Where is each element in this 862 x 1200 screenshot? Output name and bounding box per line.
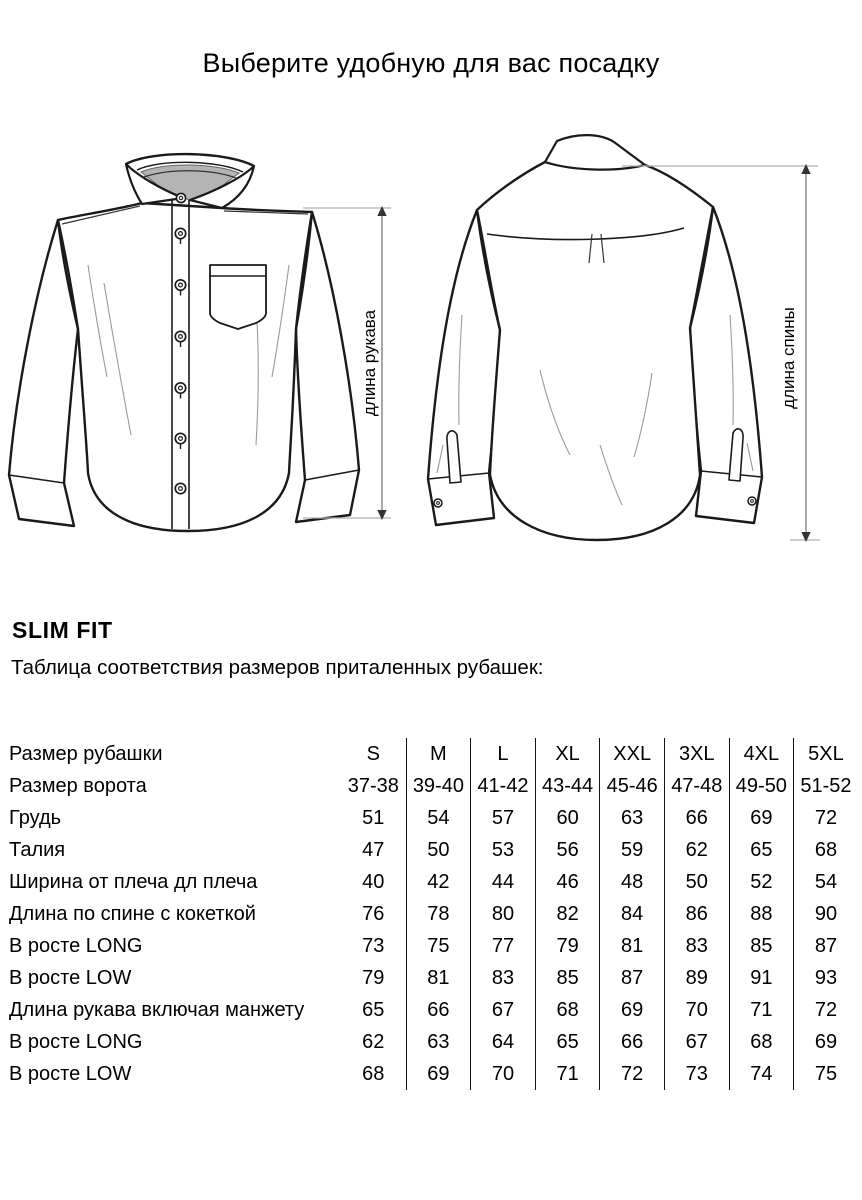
table-cell: 88 xyxy=(729,898,794,930)
table-row xyxy=(0,1026,862,1058)
table-row xyxy=(0,866,862,898)
table-cell: 54 xyxy=(406,802,471,834)
table-cell: 39-40 xyxy=(406,770,471,802)
table-cell: 85 xyxy=(729,930,794,962)
table-cell: 53 xyxy=(470,834,535,866)
table-cell: 69 xyxy=(793,1026,858,1058)
table-cell: 70 xyxy=(470,1058,535,1090)
table-cell: 51-52 xyxy=(793,770,858,802)
row-label: Талия xyxy=(9,839,66,861)
table-cell: 71 xyxy=(535,1058,600,1090)
back-length-label: длина спины xyxy=(779,307,798,409)
column-header: S xyxy=(366,743,380,765)
table-cell: 71 xyxy=(729,994,794,1026)
chest-pocket xyxy=(210,265,266,329)
sleeve-length-label: длина рукава xyxy=(360,309,379,417)
table-cell: 56 xyxy=(535,834,600,866)
table-cell: 82 xyxy=(535,898,600,930)
column-header: M xyxy=(406,738,471,770)
table-cell: 63 xyxy=(599,802,664,834)
table-cell: 37-38 xyxy=(347,775,399,797)
table-row xyxy=(0,738,862,770)
column-header: XL xyxy=(535,738,600,770)
collar-button xyxy=(176,193,185,202)
table-cell: 47 xyxy=(362,839,385,861)
table-cell: 50 xyxy=(406,834,471,866)
front-collar xyxy=(126,154,254,208)
table-cell: 57 xyxy=(470,802,535,834)
table-cell: 90 xyxy=(793,898,858,930)
table-cell: 62 xyxy=(664,834,729,866)
table-cell: 64 xyxy=(470,1026,535,1058)
table-cell: 68 xyxy=(535,994,600,1026)
table-cell: 79 xyxy=(362,967,385,989)
table-cell: 72 xyxy=(793,802,858,834)
back-body xyxy=(477,162,713,540)
table-cell: 86 xyxy=(664,898,729,930)
table-cell: 69 xyxy=(599,994,664,1026)
table-row xyxy=(0,994,862,1026)
shirt-back-view xyxy=(428,135,762,540)
row-label: В росте LOW xyxy=(9,967,132,989)
table-cell: 46 xyxy=(535,866,600,898)
table-row xyxy=(0,1058,862,1090)
table-cell: 52 xyxy=(729,866,794,898)
table-cell: 68 xyxy=(793,834,858,866)
table-cell: 69 xyxy=(729,802,794,834)
table-cell: 83 xyxy=(664,930,729,962)
table-cell: 81 xyxy=(406,962,471,994)
table-cell: 84 xyxy=(599,898,664,930)
table-cell: 83 xyxy=(470,962,535,994)
table-cell: 66 xyxy=(664,802,729,834)
table-cell: 73 xyxy=(664,1058,729,1090)
table-cell: 80 xyxy=(470,898,535,930)
table-cell: 51 xyxy=(362,807,385,829)
table-cell: 62 xyxy=(362,1031,385,1053)
table-cell: 66 xyxy=(599,1026,664,1058)
table-cell: 75 xyxy=(406,930,471,962)
table-row xyxy=(0,770,862,802)
table-cell: 93 xyxy=(793,962,858,994)
table-row xyxy=(0,962,862,994)
table-cell: 40 xyxy=(362,871,385,893)
row-label: Ширина от плеча дл плеча xyxy=(9,871,258,893)
table-cell: 43-44 xyxy=(535,770,600,802)
table-cell: 87 xyxy=(599,962,664,994)
table-cell: 65 xyxy=(729,834,794,866)
size-guide-illustration xyxy=(0,115,862,595)
page-title: Выберите удобную для вас посадку xyxy=(202,48,660,78)
table-cell: 73 xyxy=(362,935,385,957)
table-cell: 67 xyxy=(470,994,535,1026)
table-cell: 77 xyxy=(470,930,535,962)
table-cell: 65 xyxy=(362,999,385,1021)
table-cell: 72 xyxy=(793,994,858,1026)
column-header: 3XL xyxy=(664,738,729,770)
table-cell: 41-42 xyxy=(470,770,535,802)
table-cell: 48 xyxy=(599,866,664,898)
table-row xyxy=(0,834,862,866)
table-cell: 87 xyxy=(793,930,858,962)
table-cell: 42 xyxy=(406,866,471,898)
table-cell: 79 xyxy=(535,930,600,962)
column-header: XXL xyxy=(599,738,664,770)
table-row xyxy=(0,930,862,962)
row-label: Размер ворота xyxy=(9,775,147,797)
row-label: Длина по спине с кокеткой xyxy=(9,903,256,925)
row-label: Грудь xyxy=(9,807,62,829)
column-header: 5XL xyxy=(793,738,858,770)
table-cell: 74 xyxy=(729,1058,794,1090)
size-table xyxy=(0,738,862,1090)
table-cell: 49-50 xyxy=(729,770,794,802)
table-cell: 60 xyxy=(535,802,600,834)
table-subtitle: Таблица соответствия размеров приталенных рубашек: xyxy=(11,656,544,679)
table-cell: 67 xyxy=(664,1026,729,1058)
table-row xyxy=(0,898,862,930)
table-cell: 47-48 xyxy=(664,770,729,802)
table-cell: 54 xyxy=(793,866,858,898)
table-cell: 89 xyxy=(664,962,729,994)
column-header: L xyxy=(470,738,535,770)
row-label: Длина рукава включая манжету xyxy=(9,999,305,1021)
table-cell: 68 xyxy=(362,1063,385,1085)
back-collar xyxy=(545,135,645,169)
fit-heading: SLIM FIT xyxy=(12,617,113,643)
table-cell: 59 xyxy=(599,834,664,866)
row-label: В росте LONG xyxy=(9,1031,143,1053)
table-cell: 81 xyxy=(599,930,664,962)
row-label: В росте LOW xyxy=(9,1063,132,1085)
row-label: В росте LONG xyxy=(9,935,143,957)
table-cell: 72 xyxy=(599,1058,664,1090)
table-cell: 66 xyxy=(406,994,471,1026)
table-cell: 50 xyxy=(664,866,729,898)
table-cell: 75 xyxy=(793,1058,858,1090)
table-cell: 63 xyxy=(406,1026,471,1058)
row-label: Размер рубашки xyxy=(9,743,163,765)
table-cell: 85 xyxy=(535,962,600,994)
table-cell: 69 xyxy=(406,1058,471,1090)
table-cell: 76 xyxy=(362,903,385,925)
table-cell: 44 xyxy=(470,866,535,898)
table-row xyxy=(0,802,862,834)
table-cell: 91 xyxy=(729,962,794,994)
table-cell: 68 xyxy=(729,1026,794,1058)
table-cell: 78 xyxy=(406,898,471,930)
column-header: 4XL xyxy=(729,738,794,770)
table-cell: 45-46 xyxy=(599,770,664,802)
table-cell: 65 xyxy=(535,1026,600,1058)
table-cell: 70 xyxy=(664,994,729,1026)
shirt-front-view xyxy=(9,154,359,531)
